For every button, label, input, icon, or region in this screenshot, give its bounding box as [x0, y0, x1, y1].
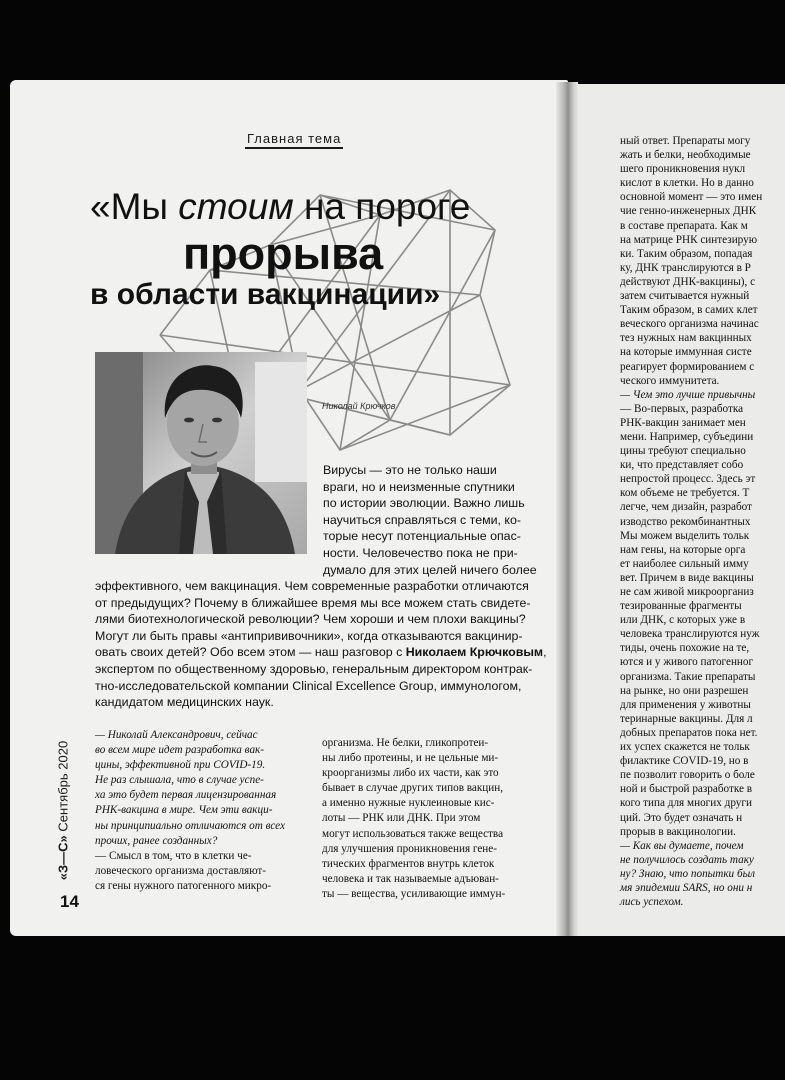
text-run: овать своих детей? Обо всем этом — наш разговор с	[95, 645, 406, 660]
text-line: во всем мире идет разработка вак-	[95, 744, 264, 757]
article-column-2	[322, 736, 544, 902]
text-line: кого типа для многих други	[620, 797, 752, 810]
text-line: нам гены, на которые орга	[620, 543, 746, 556]
text-line: — Чем это лучше привычны	[620, 388, 756, 401]
text-line: тических фрагментов внутрь клеток	[322, 857, 495, 870]
text-line: научиться справляться с теми, ко-	[323, 512, 522, 527]
text-line: кроорганизмы либо их части, как это	[322, 767, 499, 780]
text-line: жать и белки, необходимые	[620, 149, 751, 162]
text-line: тно-исследовательской компании Clinical Excellence Group, иммунологом,	[95, 678, 522, 693]
article-column-right	[620, 134, 785, 909]
text-line: ет наиболее сильный имму	[620, 557, 749, 570]
text-line: Мы можем выделить тольк	[620, 529, 750, 542]
headline-line-2: прорыва	[183, 228, 384, 279]
text-line: тез нужных нам вакцинных	[620, 332, 752, 345]
text-line: человека транслируются нуж	[620, 628, 760, 641]
text-line: тезированные фрагменты	[620, 600, 742, 613]
headline-line-3: в области вакцинации»	[90, 278, 441, 311]
book-spine	[556, 82, 578, 936]
portrait-photo	[95, 352, 307, 554]
headline-line-1: «Мы стоим на пороге	[90, 186, 471, 227]
text-run: ,	[543, 645, 547, 660]
text-line: ком объеме не требуется. Т	[620, 487, 750, 500]
text-line: РНК-вакцин занимает мен	[620, 416, 746, 429]
text-line: ки. Таким образом, попадая	[620, 247, 753, 260]
text-line: ций. Это будет означать н	[620, 811, 743, 824]
text-line: ты — вещества, усиливающие иммун-	[322, 887, 506, 900]
text-line: шего проникновения нукл	[620, 163, 746, 176]
text-line: для применения у животны	[620, 698, 751, 711]
text-line: лись успехом.	[620, 896, 684, 909]
text-line: по истории эволюции. Важно лишь	[323, 496, 525, 511]
text-line: цины требуют специально	[620, 445, 746, 458]
text-line	[95, 644, 545, 661]
text-line: цины, эффективной при COVID-19.	[95, 759, 266, 772]
section-label: Главная тема	[245, 132, 343, 149]
text-line: — Николай Александрович, сейчас	[95, 729, 258, 741]
text-line: а именно нужные нуклеиновые кис-	[322, 797, 495, 810]
text-line: тиды, очень похожие на те,	[620, 642, 750, 655]
text-line: человека и так называемые адъюван-	[322, 872, 499, 885]
text-line: — Смысл в том, что в клетки че-	[95, 849, 252, 862]
text-line: основной момент — это имен	[620, 191, 763, 204]
text-line: враги, но и неизменные спутники	[323, 479, 515, 494]
text-line: ны либо протеины, и не цельные ми-	[322, 752, 499, 765]
text-run: эффективного, чем вакцинация. Чем современные разработки отличаются	[95, 579, 529, 593]
text-line: Вирусы — это не только наши	[323, 463, 497, 477]
text-line: кандидатом медицинских наук.	[95, 695, 274, 710]
text-line: на которые иммунная систе	[620, 346, 752, 359]
text-line: реагирует формированием с	[620, 360, 755, 373]
text-line: ческого иммунитета.	[620, 374, 720, 387]
text-line: ся гены нужного патогенного микро-	[95, 879, 272, 892]
text-line: теринарные вакцины. Для л	[620, 712, 753, 725]
text-line	[95, 628, 545, 645]
text-line: их успех скажется не тольк	[620, 741, 750, 754]
text-line: могут использоваться также вещества	[322, 827, 504, 840]
intro-side-text	[323, 462, 539, 578]
text-line: на рынке, но они разрешен	[620, 684, 749, 697]
text-line	[95, 595, 545, 612]
photo-caption: Николай Крючков	[322, 401, 396, 411]
text-line: — Как вы думаете, почем	[620, 839, 744, 852]
intro-full-text	[95, 578, 545, 711]
text-line: мени. Например, субъедини	[620, 430, 754, 443]
page-number: 14	[60, 892, 79, 911]
interviewee-name: Николаем Крючковым	[405, 645, 544, 660]
text-line: действуют ДНК-вакцины), с	[620, 275, 756, 288]
text-line: ха это будет первая лицензированная	[95, 789, 277, 802]
text-line: чие генно-инженерных ДНК	[620, 205, 757, 218]
text-line: ку, ДНК транслируются в Р	[620, 261, 751, 274]
text-line: организма. Не белки, гликопротеи-	[322, 737, 489, 749]
text-line: затем считывается нужный	[620, 290, 750, 303]
text-run: от предыдущих? Почему в ближайшее время мы все можем стать свидете-	[95, 595, 531, 610]
text-line: кислот в клетки. Но в данно	[620, 177, 754, 190]
text-line: прочих, ранее созданных?	[95, 834, 218, 847]
text-line: ны принципиально отличаются от всех	[95, 819, 285, 832]
text-line: — Во-первых, разработка	[620, 402, 744, 415]
text-line: ный ответ. Препараты могу	[620, 135, 751, 147]
text-line: изводство рекомбинантных	[620, 515, 751, 528]
text-line: думало для этих целей ничего более	[323, 562, 537, 577]
text-line: бывает в случае других типов вакцин,	[322, 782, 504, 795]
text-line	[95, 611, 545, 628]
text-line: вет. Причем в виде вакцины	[620, 571, 754, 584]
text-line: экспертом по общественному здоровью, генеральным директором контрак-	[95, 661, 533, 676]
text-line: организма. Такие препараты	[620, 670, 756, 683]
text-line: ки, что представляет собо	[620, 459, 744, 472]
text-line: филактике COVID-19, но в	[620, 755, 749, 768]
text-line: Не раз слышала, что в случае успе-	[95, 774, 264, 787]
text-line: или ДНК, с которых уже в	[620, 614, 746, 627]
text-line: торые несут потенциальные опас-	[323, 529, 521, 544]
text-line: ются и у живого патогенног	[620, 656, 754, 669]
text-line: не получилось создать таку	[620, 853, 754, 866]
article-column-1	[95, 728, 310, 894]
text-line: РНК-вакцина в мире. Чем эти вакци-	[95, 804, 273, 817]
text-line: ну? Знаю, что попытки был	[620, 867, 756, 880]
issue-label: «З—С» Сентябрь 2020	[55, 740, 71, 881]
text-line: ности. Человечество пока не при-	[323, 545, 518, 560]
text-line: пе позволит говорить о боле	[620, 769, 755, 782]
text-line: ловеческого организма доставляют-	[95, 864, 267, 877]
text-line: для улучшения проникновения гене-	[322, 842, 497, 855]
text-line	[95, 578, 545, 595]
text-line: мя эпидемии SARS, но они н	[620, 881, 753, 894]
text-run: Могут ли быть правы «антипрививочники», когда отказываются вакцинир-	[95, 628, 523, 643]
text-line: легче, чем дизайн, разработ	[620, 501, 752, 514]
text-line: веческого организма начинас	[620, 318, 759, 331]
text-line: не сам живой микроорганиз	[620, 586, 754, 598]
text-line: Таким образом, в самих клет	[620, 304, 758, 317]
text-line: добных препаратов пока нет.	[620, 726, 758, 739]
text-run: лями биотехнологической революции? Чем хороши и чем плохи вакцины?	[95, 612, 526, 627]
text-line: ной и быстрой разработке в	[620, 783, 753, 796]
text-line: лоты — РНК или ДНК. При этом	[322, 812, 481, 825]
text-line: на матрице РНК синтезирую	[620, 233, 758, 246]
text-line: непростой процесс. Здесь эт	[620, 473, 756, 486]
text-line: прорыв в вакцинологии.	[620, 825, 736, 838]
text-line: в составе препарата. Как м	[620, 219, 748, 232]
